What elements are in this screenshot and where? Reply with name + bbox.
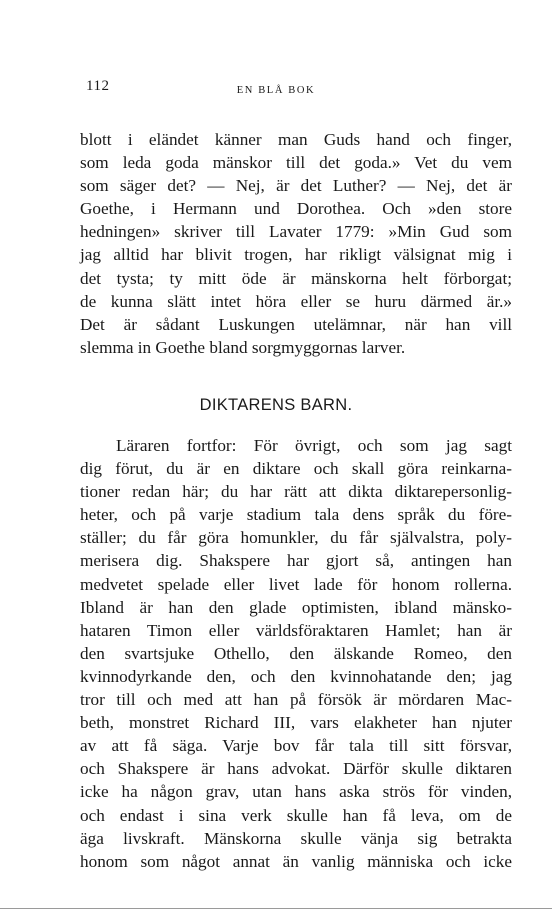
text-line: medvetet spelade eller livet lade för honom rollerna. [80, 574, 512, 594]
section-heading: DIKTARENS BARN. [199, 396, 353, 414]
text-line: ställer; du får göra homunkler, du får självalstra, poly- [80, 528, 512, 548]
text-line: Goethe, i Hermann und Dorothea. Och »den store [80, 199, 512, 219]
text-line: kvinnodyrkande den, och den kvinnohatande den; jag [80, 666, 512, 686]
text-line: Läraren fortfor: För övrigt, och som jag sagt [116, 436, 512, 455]
text-line: jag alltid har blivit trogen, har rikligt välsignat mig i [80, 245, 512, 265]
text-line: det tysta; ty mitt öde är mänskorna helt förborgat; [80, 268, 512, 288]
paragraph-1 [80, 128, 512, 359]
text-line: äga livskraft. Mänskorna skulle vänja sig betrakta [80, 828, 512, 848]
text-line: honom som något annat än vanlig människa och icke [80, 851, 512, 871]
text-line: beth, monstret Richard III, vars elakheter han njuter [80, 713, 512, 733]
text-line: Ibland är han den glade optimisten, ibland mänsko- [80, 597, 512, 617]
page-number: 112 [86, 78, 110, 94]
text-line: icke ha någon grav, utan hans aska strös för vinden, [80, 782, 512, 802]
text-line: de kunna slätt intet höra eller se huru därmed är.» [80, 291, 512, 311]
text-line: av att få säga. Varje bov får tala till sitt försvar, [80, 736, 512, 756]
running-head: EN BLÅ BOK [236, 85, 316, 96]
text-line: slemma in Goethe bland sorgmyggornas larver. [80, 337, 406, 357]
text-line: tror till och med att han på försök är mördaren Mac- [80, 690, 512, 710]
text-line: Det är sådant Luskungen utelämnar, när han vill [80, 314, 512, 334]
paragraph-2 [80, 434, 512, 873]
text-line: som leda goda mänskor till det goda.» Vet du vem [80, 153, 512, 173]
text-line: hataren Timon eller världsföraktaren Hamlet; han är [80, 620, 512, 640]
page-edge-rule [0, 908, 552, 909]
text-line: blott i eländet känner man Guds hand och finger, [80, 130, 512, 149]
text-line: merisera dig. Shakspere har gjort så, antingen han [80, 551, 512, 571]
text-line: och endast i sina verk skulle han få leva, om de [80, 805, 512, 825]
text-line: heter, och på varje stadium tala dens språk du före- [80, 505, 512, 525]
text-line: som säger det? — Nej, är det Luther? — Nej, det är [80, 176, 512, 196]
text-line: dig förut, du är en diktare och skall göra reinkarna- [80, 459, 512, 479]
text-line: den svartsjuke Othello, den älskande Romeo, den [80, 643, 512, 663]
text-line: tioner redan här; du har rätt att dikta diktarepersonlig- [80, 482, 512, 502]
text-line: hedningen» skriver till Lavater 1779: »Min Gud som [80, 222, 512, 242]
text-line: och Shakspere är hans advokat. Därför skulle diktaren [80, 759, 512, 779]
